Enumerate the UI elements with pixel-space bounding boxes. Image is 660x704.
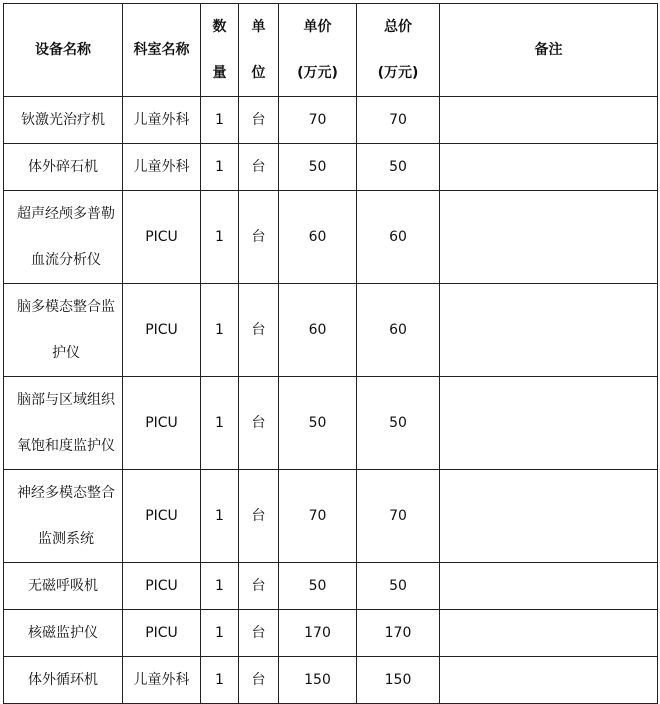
cell-qty: 1 (201, 610, 239, 657)
table-row (4, 144, 658, 191)
cell-qty: 1 (201, 470, 239, 563)
cell-device-name: 脑部与区域组织氧饱和度监护仪 (4, 377, 123, 470)
cell-device-name: 无磁呼吸机 (4, 563, 123, 610)
cell-unit: 台 (239, 470, 279, 563)
cell-qty: 1 (201, 657, 239, 704)
cell-total-price: 50 (357, 377, 440, 470)
header-unit-price-line2: (万元) (297, 65, 338, 81)
header-unit-line2: 位 (251, 65, 266, 81)
cell-qty: 1 (201, 377, 239, 470)
cell-unit: 台 (239, 610, 279, 657)
table-row (4, 657, 658, 704)
header-qty-line2: 量 (212, 65, 227, 81)
cell-dept: PICU (123, 284, 201, 377)
cell-unit: 台 (239, 144, 279, 191)
cell-total-price: 70 (357, 97, 440, 144)
cell-total-price: 50 (357, 144, 440, 191)
header-device-name: 设备名称 (4, 4, 123, 97)
cell-unit: 台 (239, 97, 279, 144)
cell-total-price: 70 (357, 470, 440, 563)
cell-qty: 1 (201, 563, 239, 610)
cell-unit-price: 50 (279, 563, 357, 610)
equipment-table (3, 3, 658, 704)
cell-dept: 儿童外科 (123, 97, 201, 144)
cell-unit: 台 (239, 377, 279, 470)
cell-unit: 台 (239, 284, 279, 377)
cell-dept: PICU (123, 610, 201, 657)
header-unit-price-line1: 单价 (303, 19, 332, 35)
cell-device-name: 体外循环机 (4, 657, 123, 704)
cell-total-price: 150 (357, 657, 440, 704)
table-row (4, 97, 658, 144)
cell-device-name: 神经多模态整合监测系统 (4, 470, 123, 563)
table-row (4, 610, 658, 657)
cell-qty: 1 (201, 97, 239, 144)
header-qty (201, 4, 239, 97)
cell-unit-price: 70 (279, 97, 357, 144)
table-header-row (4, 4, 658, 97)
cell-device-name: 钬激光治疗机 (4, 97, 123, 144)
cell-unit-price: 50 (279, 144, 357, 191)
cell-dept: PICU (123, 191, 201, 284)
header-total-price-line1: 总价 (384, 19, 412, 35)
header-total-price-line2: (万元) (377, 65, 419, 81)
cell-remarks (440, 563, 658, 610)
table-row (4, 377, 658, 470)
cell-dept: PICU (123, 377, 201, 470)
header-unit (239, 4, 279, 97)
header-remarks: 备注 (440, 4, 658, 97)
cell-remarks (440, 97, 658, 144)
cell-unit: 台 (239, 563, 279, 610)
table-row (4, 284, 658, 377)
table-row (4, 470, 658, 563)
cell-qty: 1 (201, 144, 239, 191)
cell-remarks (440, 610, 658, 657)
cell-unit: 台 (239, 191, 279, 284)
cell-unit-price: 170 (279, 610, 357, 657)
cell-unit-price: 60 (279, 284, 357, 377)
cell-total-price: 50 (357, 563, 440, 610)
cell-device-name: 超声经颅多普勒血流分析仪 (4, 191, 123, 284)
cell-unit-price: 50 (279, 377, 357, 470)
cell-qty: 1 (201, 191, 239, 284)
cell-unit-price: 70 (279, 470, 357, 563)
cell-qty: 1 (201, 284, 239, 377)
cell-unit-price: 150 (279, 657, 357, 704)
cell-device-name: 脑多模态整合监护仪 (4, 284, 123, 377)
header-unit-price (279, 4, 357, 97)
cell-device-name: 体外碎石机 (4, 144, 123, 191)
cell-dept: PICU (123, 563, 201, 610)
table-row (4, 563, 658, 610)
cell-total-price: 60 (357, 284, 440, 377)
cell-dept: 儿童外科 (123, 144, 201, 191)
cell-unit: 台 (239, 657, 279, 704)
header-total-price (357, 4, 440, 97)
cell-total-price: 60 (357, 191, 440, 284)
cell-remarks (440, 470, 658, 563)
cell-dept: 儿童外科 (123, 657, 201, 704)
cell-device-name: 核磁监护仪 (4, 610, 123, 657)
cell-total-price: 170 (357, 610, 440, 657)
cell-dept: PICU (123, 470, 201, 563)
cell-remarks (440, 144, 658, 191)
cell-remarks (440, 191, 658, 284)
header-dept-name: 科室名称 (123, 4, 201, 97)
header-qty-line1: 数 (212, 19, 227, 35)
header-unit-line1: 单 (251, 19, 266, 35)
cell-remarks (440, 377, 658, 470)
cell-remarks (440, 284, 658, 377)
table-row (4, 191, 658, 284)
cell-remarks (440, 657, 658, 704)
cell-unit-price: 60 (279, 191, 357, 284)
